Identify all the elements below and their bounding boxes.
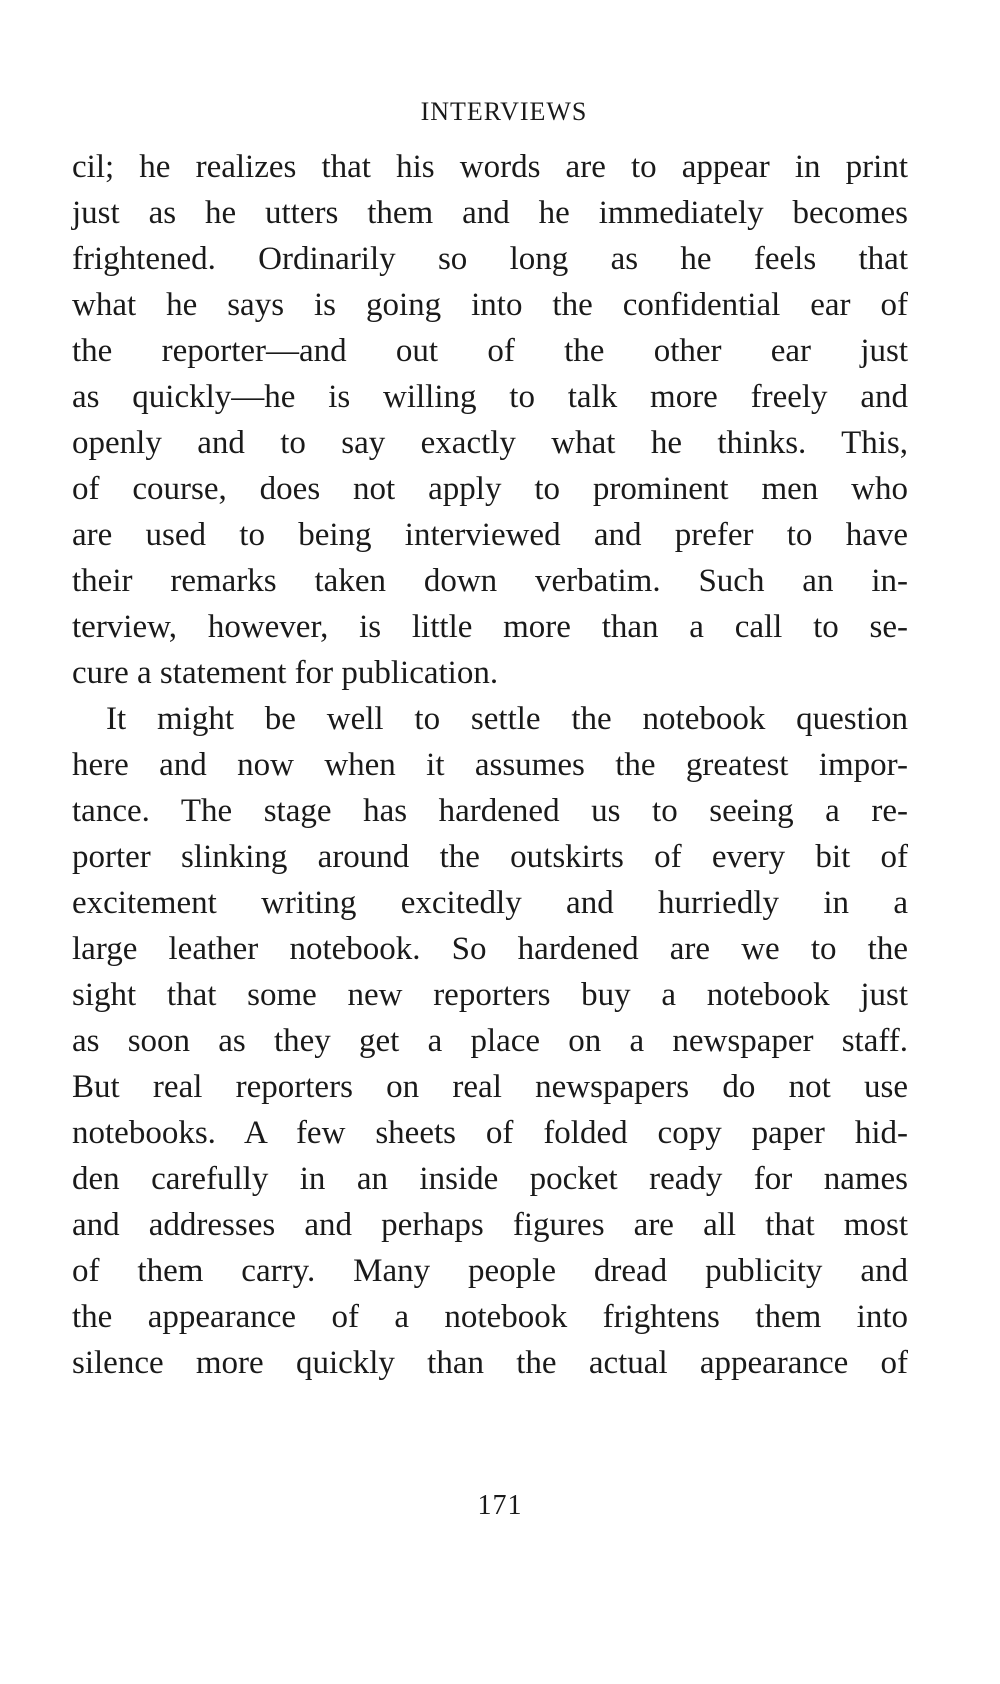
- text-line: large leather notebook. So hardened are we to the: [72, 931, 908, 967]
- text-line: their remarks taken down verbatim. Such an in-: [72, 563, 908, 599]
- text-line: den carefully in an inside pocket ready for names: [72, 1161, 908, 1197]
- text-line: openly and to say exactly what he thinks. This,: [72, 425, 908, 461]
- text-line: cil; he realizes that his words are to appear in print: [72, 149, 908, 185]
- running-head: INTERVIEWS: [420, 97, 588, 126]
- text-line: silence more quickly than the actual appearance of: [72, 1345, 908, 1381]
- text-line: as quickly—he is willing to talk more freely and: [72, 379, 908, 415]
- body-text: [72, 144, 908, 1386]
- text-line: here and now when it assumes the greatest impor-: [72, 747, 908, 783]
- text-line: tance. The stage has hardened us to seeing a re-: [72, 793, 908, 829]
- text-line: porter slinking around the outskirts of every bit of: [72, 839, 908, 875]
- text-line: are used to being interviewed and prefer to have: [72, 517, 908, 553]
- text-line: just as he utters them and he immediately becomes: [72, 195, 908, 231]
- text-line: as soon as they get a place on a newspaper staff.: [72, 1023, 908, 1059]
- paragraph-2: [72, 696, 908, 1386]
- page-number: 171: [477, 1490, 523, 1521]
- text-line: of them carry. Many people dread publicity and: [72, 1253, 908, 1289]
- text-line: and addresses and perhaps figures are all that most: [72, 1207, 908, 1243]
- text-line: excitement writing excitedly and hurriedly in a: [72, 885, 908, 921]
- text-line: terview, however, is little more than a call to se-: [72, 609, 908, 645]
- text-line: the reporter—and out of the other ear just: [72, 333, 908, 369]
- text-line: cure a statement for publication.: [72, 655, 499, 691]
- text-line: But real reporters on real newspapers do not use: [72, 1069, 908, 1105]
- book-page: [72, 90, 908, 1386]
- text-line: what he says is going into the confidential ear of: [72, 287, 908, 323]
- text-line: frightened. Ordinarily so long as he feels that: [72, 241, 908, 277]
- text-line: It might be well to settle the notebook question: [106, 701, 908, 737]
- paragraph-1: [72, 144, 908, 696]
- text-line: notebooks. A few sheets of folded copy paper hid-: [72, 1115, 908, 1151]
- text-line: the appearance of a notebook frightens them into: [72, 1299, 908, 1335]
- text-line: sight that some new reporters buy a notebook just: [72, 977, 908, 1013]
- text-line: of course, does not apply to prominent men who: [72, 471, 908, 507]
